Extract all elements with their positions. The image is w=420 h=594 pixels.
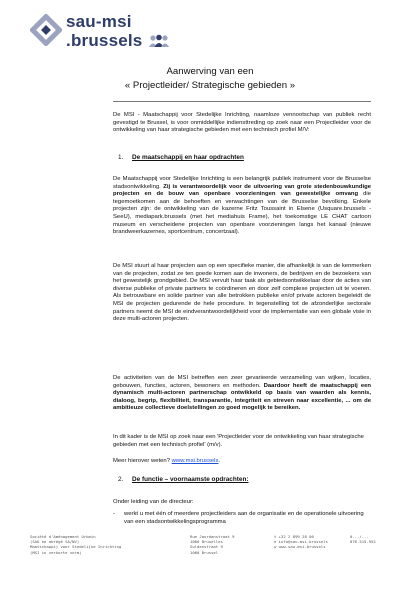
footer-address xyxy=(190,534,235,555)
logo xyxy=(30,12,170,56)
footer-phone: t +32 2 899 28 00 xyxy=(274,534,314,539)
footer-line: 1060 Brussel xyxy=(190,549,219,555)
footer-contact xyxy=(274,534,328,550)
paragraph-activities xyxy=(113,375,371,413)
title-divider xyxy=(113,101,371,102)
footer-line: Société d'Aménagement Urbain xyxy=(30,534,96,539)
page-title-line-1: Aanwerving van een xyxy=(166,66,254,77)
footer-line: Maatschappij voor Stedelijke Inrichting xyxy=(30,544,122,550)
page-title-line-2: « Projectleider/ Strategische gebieden » xyxy=(124,80,296,91)
footer-line: 876.515.952 xyxy=(350,539,376,545)
paragraph-text: De Maatschappij voor Stedelijke Inrichting is een belangrijk publiek instrument voor de Brusselse stadsontwikkeling. xyxy=(113,176,371,190)
footer-company xyxy=(30,534,121,555)
logo-text-top: sau-msi xyxy=(66,12,132,31)
section-heading-2 xyxy=(118,476,248,483)
footer-line: Guldenstraat 9 xyxy=(190,544,223,550)
section-title: De functie – voornaamste opdrachten: xyxy=(132,476,249,483)
logo-mark-icon xyxy=(30,14,62,46)
paragraph-company xyxy=(113,176,371,237)
paragraph-context: In dit kader is de MSI op zoek naar een 'Projectleider voor de ontwikkeling van haar strategische gebieden met een technisch profiel' (m/v). xyxy=(113,434,364,448)
paragraph-bold-text: Zij is verantwoordelijk voor de uitvoering van grote stedenbouwkundige projecten en de bouw van openbare voorzieningen van gewestelijke omvang xyxy=(113,183,371,198)
section-number: 1. xyxy=(118,154,124,161)
footer-line: 0.../... xyxy=(350,534,369,539)
website-link[interactable]: www.msi.brussels xyxy=(171,458,219,464)
more-info-period: . xyxy=(218,458,221,464)
footer-email: e info@sau-msi.brussels xyxy=(274,539,328,545)
bullet-item: werkt u met één of meerdere projectleiders aan de organisatie en de operationele uitvoering van een stadsontwikkelingsprogramma xyxy=(124,511,364,525)
more-info-line xyxy=(113,458,371,466)
bullet-dash: - xyxy=(113,511,115,517)
paragraph-approach: De MSI stuurt al haar projecten aan op een specifieke manier, die afhankelijk is van de kenmerken van de projecten, zodat ze ten goede komen aan de inwoners, de bedrijven en de bezoekers van het gewestelijk grondgebied. De MSI vervult haar taak als gebiedsontwikkelaar door de acties van diverse publieke of private partners te coördineren en door zelf complexe projecten uit te voeren. Als betrouwbare en solide partner van alle betrokken publieke en/of private actoren begeleidt de MSI de projecten gedurende de hele procedure. In tegenstelling tot de afzonderlijke sectorale partners neemt de MSI de eindverantwoordelijkheid voor de implementatie van een globale visie in deze multi-actoren projecten. xyxy=(113,263,371,323)
footer-registration xyxy=(350,534,376,544)
paragraph-text: De activiteiten van de MSI betreffen een zeer gevarieerde verzameling van wijken, locaties, gebouwen, functies, actoren, bewoners en methoden. xyxy=(113,375,371,389)
section-heading-1 xyxy=(118,154,244,161)
paragraph-bold-text: Daardoor heeft de maatschappij een dynamisch multi-actoren partnerschap ontwikkeld op basis van waarden als kennis, dialoog, begrip, flexibiliteit, transparantie, integriteit en streven naar excellentie, ... om de ambitieuze collectieve doelstellingen zo goed mogelijk te bereiken. xyxy=(113,382,372,412)
footer-line: (SAU en abrégé SA/NV) xyxy=(30,539,80,545)
paragraph-text: die tegemoetkomen aan de behoeften en verwachtingen van de Brusselse bevolking. Enkele projecten zijn: de ontwikkeling van de kazerne Fritz Toussaint in Elsene (Usquare.brussels - SeeU), mediapark.brussels (met het mediahuis Frame), het toekomstige LE CHAT cartoon museum en verscheidene projecten van openbare voorzieningen langs het kanaal (nieuwe brandweerkazernes, sportcentrum, concertzaal). xyxy=(113,191,372,236)
intro-paragraph: De MSI - Maatschappij voor Stedelijke Inrichting, naamloze vennootschap van publiek recht gevestigd te Brussel, is voor onmiddellijke indiensttreding op zoek naar een Projectleider voor de ontwikkeling van haar strategische gebieden met een technisch profiel M/V: xyxy=(113,112,371,134)
section-number: 2. xyxy=(118,476,124,483)
logo-text-bottom: .brussels xyxy=(66,31,143,50)
footer-website: w www.sau-msi.brussels xyxy=(274,544,326,550)
footer-line: (MSI in verkorte vorm) xyxy=(30,549,82,555)
people-icon xyxy=(148,34,170,48)
footer-line: 1060 Bruxelles xyxy=(190,539,223,545)
section-title: De maatschappij en haar opdrachten xyxy=(132,154,244,161)
more-info-text: Meer hierover weten? xyxy=(113,458,172,464)
footer-line: Rue Jourdanstraat 9 xyxy=(190,534,235,539)
sub-intro: Onder leiding van de directeur: xyxy=(113,499,194,505)
